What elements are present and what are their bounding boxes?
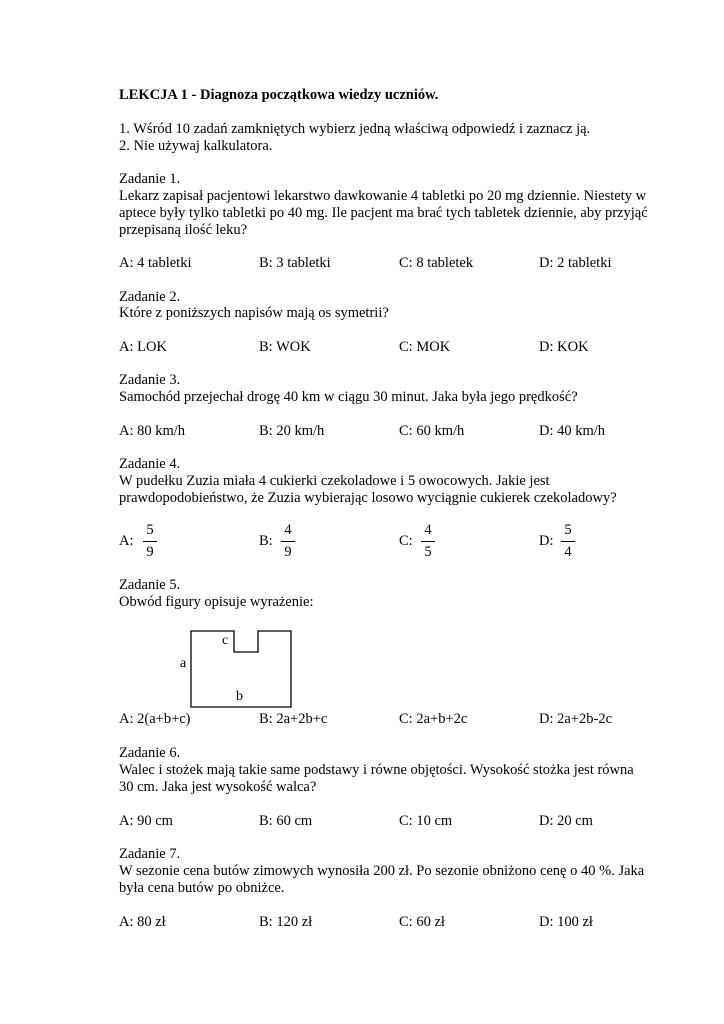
- fraction-denominator: 9: [146, 544, 154, 560]
- task-3-text-line: Samochód przejechał drogę 40 km w ciągu 30 minut. Jaka była jego prędkość?: [119, 389, 578, 405]
- task-1-text-line: aptece były tylko tabletki po 40 mg. Ile pacjent ma brać tych tabletek dziennie, aby przyjąć: [119, 205, 648, 221]
- task-5-option-c[interactable]: C: 2a+b+2c: [399, 711, 468, 727]
- task-1-text-line: przepisaną ilość leku?: [119, 222, 248, 238]
- task-4-option-b-fraction[interactable]: [281, 522, 295, 560]
- task-4-option-a-label[interactable]: A:: [119, 533, 134, 549]
- fraction-bar: [421, 541, 435, 542]
- fraction-numerator: 4: [424, 522, 432, 538]
- task-1-option-d[interactable]: D: 2 tabletki: [539, 255, 612, 271]
- task-2-option-b[interactable]: B: WOK: [259, 339, 311, 355]
- figure-label-b: b: [236, 689, 243, 704]
- fraction-denominator: 4: [564, 544, 572, 560]
- task-7-option-a[interactable]: A: 80 zł: [119, 914, 166, 930]
- fraction-bar: [561, 541, 575, 542]
- task-6-option-c[interactable]: C: 10 cm: [399, 813, 453, 829]
- fraction-numerator: 5: [146, 522, 154, 538]
- fraction-denominator: 5: [424, 544, 432, 560]
- task-7-text-line: W sezonie cena butów zimowych wynosiła 200 zł. Po sezonie obniżono cenę o 40 %. Jaka: [119, 863, 645, 879]
- task-5-option-a[interactable]: A: 2(a+b+c): [119, 711, 191, 727]
- task-7-option-b[interactable]: B: 120 zł: [259, 914, 313, 930]
- instruction-1: 1. Wśród 10 zadań zamkniętych wybierz jedną właściwą odpowiedź i zaznacz ją.: [119, 121, 591, 137]
- fraction-denominator: 9: [284, 544, 292, 560]
- task-5-option-d[interactable]: D: 2a+2b-2c: [539, 711, 613, 727]
- task-5-heading: Zadanie 5.: [119, 577, 181, 593]
- task-7-heading: Zadanie 7.: [119, 846, 181, 862]
- figure-label-c: c: [222, 633, 229, 648]
- task-2-option-c[interactable]: C: MOK: [399, 339, 451, 355]
- task-3-option-d[interactable]: D: 40 km/h: [539, 423, 606, 439]
- task-3-option-c[interactable]: C: 60 km/h: [399, 423, 465, 439]
- task-7-text-line: była cena butów po obniżce.: [119, 880, 285, 896]
- task-4-text-line: prawdopodobieństwo, że Zuzia wybierając losowo wyciągnie cukierek czekoladowy?: [119, 490, 617, 506]
- task-5-option-b[interactable]: B: 2a+2b+c: [259, 711, 328, 727]
- task-1-option-c[interactable]: C: 8 tabletek: [399, 255, 474, 271]
- task-4-option-a-fraction[interactable]: [143, 522, 157, 560]
- task-3-option-a[interactable]: A: 80 km/h: [119, 423, 186, 439]
- fraction-numerator: 5: [564, 522, 572, 538]
- task-2-text-line: Które z poniższych napisów mają os symetrii?: [119, 305, 389, 321]
- perimeter-figure: [174, 625, 304, 710]
- task-4-option-c-fraction[interactable]: [421, 522, 435, 560]
- task-6-option-a[interactable]: A: 90 cm: [119, 813, 173, 829]
- task-7-option-d[interactable]: D: 100 zł: [539, 914, 593, 930]
- task-6-option-b[interactable]: B: 60 cm: [259, 813, 313, 829]
- task-1-option-a[interactable]: A: 4 tabletki: [119, 255, 192, 271]
- page-title: LEKCJA 1 - Diagnoza początkowa wiedzy uczniów.: [119, 87, 439, 103]
- fraction-bar: [143, 541, 157, 542]
- task-3-heading: Zadanie 3.: [119, 372, 181, 388]
- task-6-text-line: 30 cm. Jaka jest wysokość walca?: [119, 779, 317, 795]
- task-4-option-c-label[interactable]: C:: [399, 533, 413, 549]
- task-2-option-d[interactable]: D: KOK: [539, 339, 589, 355]
- task-6-heading: Zadanie 6.: [119, 745, 181, 761]
- task-1-text-line: Lekarz zapisał pacjentowi lekarstwo dawkowanie 4 tabletki po 20 mg dziennie. Niestety w: [119, 188, 647, 204]
- fraction-bar: [281, 541, 295, 542]
- task-4-option-d-fraction[interactable]: [561, 522, 575, 560]
- task-3-option-b[interactable]: B: 20 km/h: [259, 423, 325, 439]
- task-6-option-d[interactable]: D: 20 cm: [539, 813, 593, 829]
- task-1-option-b[interactable]: B: 3 tabletki: [259, 255, 331, 271]
- task-4-heading: Zadanie 4.: [119, 456, 181, 472]
- task-2-option-a[interactable]: A: LOK: [119, 339, 167, 355]
- fraction-numerator: 4: [284, 522, 292, 538]
- task-4-option-d-label[interactable]: D:: [539, 533, 554, 549]
- task-4-option-b-label[interactable]: B:: [259, 533, 273, 549]
- figure-label-a: a: [180, 656, 187, 671]
- task-6-text-line: Walec i stożek mają takie same podstawy i równe objętości. Wysokość stożka jest równa: [119, 762, 634, 778]
- task-1-heading: Zadanie 1.: [119, 171, 181, 187]
- task-7-option-c[interactable]: C: 60 zł: [399, 914, 445, 930]
- instruction-2: 2. Nie używaj kalkulatora.: [119, 138, 273, 154]
- task-2-heading: Zadanie 2.: [119, 289, 181, 305]
- task-5-text-line: Obwód figury opisuje wyrażenie:: [119, 594, 314, 610]
- task-4-text-line: W pudełku Zuzia miała 4 cukierki czekoladowe i 5 owocowych. Jakie jest: [119, 473, 550, 489]
